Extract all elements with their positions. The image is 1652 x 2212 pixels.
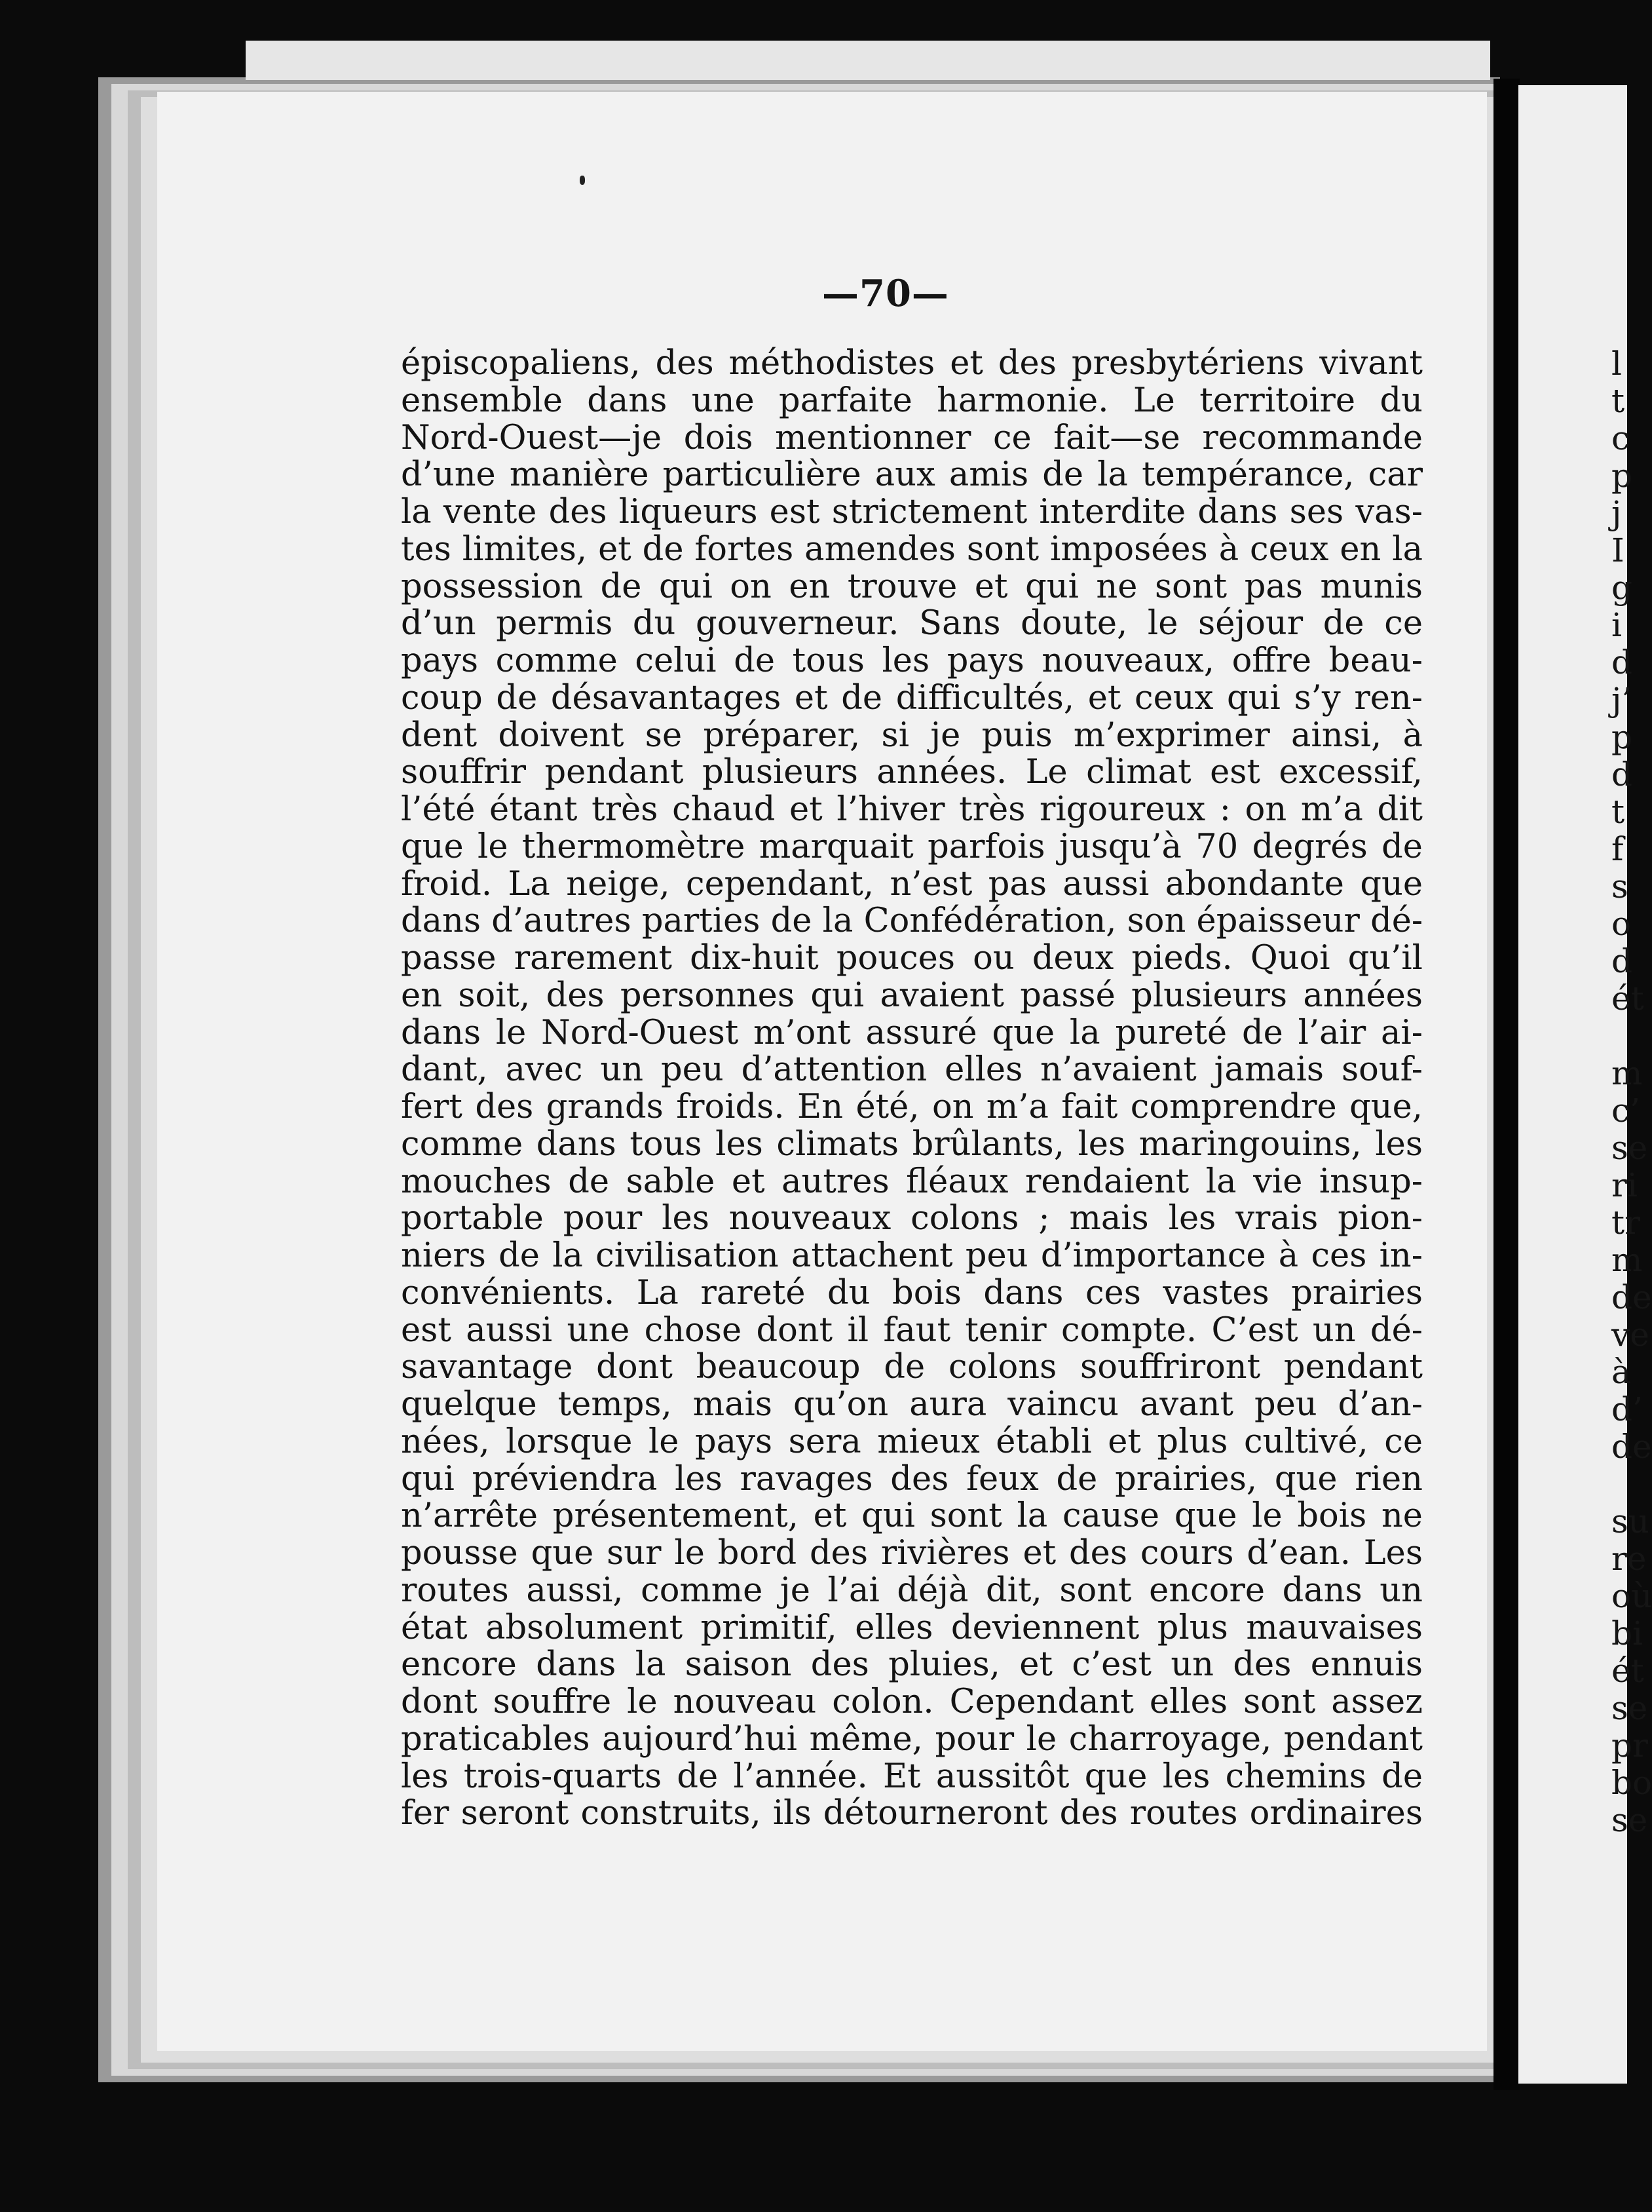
facing-page-line-fragment: j’ <box>1611 681 1632 719</box>
text-line: que le thermomètre marquait parfois jusqu’à 70 degrés de <box>401 827 1423 866</box>
facing-page-line-fragment: d <box>1611 755 1633 793</box>
facing-page-line-fragment: c’ <box>1611 1092 1640 1130</box>
text-line: froid. La neige, cependant, n’est pas aussi abondante que <box>401 864 1423 904</box>
facing-page-line-fragment: i <box>1611 606 1622 644</box>
facing-page-line-fragment: ét <box>1611 980 1644 1018</box>
facing-page-line-fragment: pr <box>1611 1726 1648 1764</box>
facing-page-line-fragment: s <box>1611 868 1628 906</box>
text-line: n’arrête présentement, et qui sont la cause que le bois ne <box>401 1497 1423 1536</box>
facing-page-text <box>1611 345 1652 1839</box>
text-line: nées, lorsque le pays sera mieux établi et plus cultivé, ce <box>401 1422 1423 1461</box>
facing-page-line-fragment: à <box>1611 1353 1631 1391</box>
text-line: dans d’autres parties de la Confédération, son épaisseur dé- <box>401 902 1423 941</box>
facing-page-line-fragment: de <box>1611 1428 1652 1466</box>
body-text <box>401 345 1423 1833</box>
facing-page-line-fragment: de <box>1611 1278 1652 1316</box>
facing-page-line-fragment: m <box>1611 1054 1643 1092</box>
facing-page-line-fragment: m <box>1611 1241 1643 1279</box>
ink-speck <box>580 176 585 185</box>
text-line: épiscopaliens, des méthodistes et des presbytériens vivant <box>401 344 1423 383</box>
text-line: convénients. La rareté du bois dans ces vastes prairies <box>401 1273 1423 1312</box>
text-line: possession de qui on en trouve et qui ne sont pas munis <box>401 567 1423 606</box>
facing-page-line-fragment: t <box>1611 382 1625 420</box>
text-line: souffrir pendant plusieurs années. Le climat est excessif, <box>401 753 1423 792</box>
text-line: mouches de sable et autres fléaux rendaient la vie insup- <box>401 1162 1423 1201</box>
facing-page-line-fragment: I <box>1611 531 1624 569</box>
facing-page-line-fragment: tr <box>1611 1204 1640 1242</box>
book-gutter <box>1493 79 1520 2090</box>
page-top-edge <box>246 41 1490 80</box>
facing-page-line-fragment: p <box>1611 718 1633 756</box>
text-line: dont souffre le nouveau colon. Cependant elles sont assez <box>401 1683 1423 1721</box>
text-line: quelque temps, mais qu’on aura vaincu avant peu d’an- <box>401 1385 1423 1424</box>
text-line: passe rarement dix-huit pouces ou deux pieds. Quoi qu’il <box>401 939 1423 978</box>
text-line: l’été étant très chaud et l’hiver très rigoureux : on m’a dit <box>401 790 1423 829</box>
text-line: qui préviendra les ravages des feux de prairies, que rien <box>401 1459 1423 1498</box>
facing-page-line-fragment: ve <box>1611 1316 1649 1354</box>
text-line: pays comme celui de tous les pays nouveaux, offre beau- <box>401 641 1423 680</box>
facing-page-line-fragment: re <box>1611 1540 1647 1578</box>
text-line: comme dans tous les climats brûlants, les maringouins, les <box>401 1124 1423 1164</box>
text-line: dans le Nord-Ouest m’ont assuré que la pureté de l’air ai- <box>401 1013 1423 1052</box>
text-line: coup de désavantages et de difficultés, et ceux qui s’y ren- <box>401 678 1423 717</box>
facing-page-line-fragment: l <box>1611 345 1622 383</box>
text-line: praticables aujourd’hui même, pour le charroyage, pendant <box>401 1719 1423 1759</box>
facing-page-line-fragment: c <box>1611 419 1630 457</box>
text-line: routes aussi, comme je l’ai déjà dit, sont encore dans un <box>401 1571 1423 1610</box>
text-line: les trois-quarts de l’année. Et aussitôt que les chemins de <box>401 1757 1423 1796</box>
facing-page-line-fragment: se <box>1611 1689 1648 1727</box>
facing-page-line-fragment: ét <box>1611 1652 1644 1690</box>
text-line: portable pour les nouveaux colons ; mais les vrais pion- <box>401 1199 1423 1238</box>
text-line: la vente des liqueurs est strictement interdite dans ses vas- <box>401 493 1423 531</box>
facing-page-line-fragment: d’ <box>1611 1390 1643 1428</box>
text-line: ensemble dans une parfaite harmonie. Le territoire du <box>401 381 1423 420</box>
text-line: pousse que sur le bord des rivières et des cours d’ean. Les <box>401 1534 1423 1573</box>
facing-page-line-fragment: se <box>1611 1801 1648 1839</box>
facing-page-line-fragment: p <box>1611 457 1633 495</box>
text-line: est aussi une chose dont il faut tenir compte. C’est un dé- <box>401 1310 1423 1350</box>
text-line: tes limites, et de fortes amendes sont imposées à ceux en la <box>401 529 1423 569</box>
facing-page-line-fragment: d <box>1611 643 1633 681</box>
text-line: encore dans la saison des pluies, et c’est un des ennuis <box>401 1645 1423 1685</box>
facing-page-line-fragment: su <box>1611 1502 1649 1540</box>
text-line: niers de la civilisation attachent peu d’importance à ces in- <box>401 1236 1423 1275</box>
text-line: d’une manière particulière aux amis de la tempérance, car <box>401 455 1423 495</box>
facing-page-line-fragment: où <box>1611 1577 1652 1615</box>
text-line: état absolument primitif, elles deviennent plus mauvaises <box>401 1608 1423 1647</box>
text-line: d’un permis du gouverneur. Sans doute, le séjour de ce <box>401 604 1423 643</box>
text-line: fer seront construits, ils détourneront des routes ordinaires <box>401 1794 1423 1833</box>
facing-page-line-fragment <box>1611 1018 1631 1055</box>
facing-page-line-fragment: bo <box>1611 1764 1652 1802</box>
facing-page-line-fragment: ri <box>1611 1166 1638 1204</box>
facing-page-line-fragment: j <box>1611 494 1622 532</box>
facing-page-line-fragment: bi <box>1611 1614 1643 1652</box>
facing-page-line-fragment: t <box>1611 793 1625 831</box>
page-number: —70— <box>822 272 949 315</box>
text-line: Nord-Ouest—je dois mentionner ce fait—se recommande <box>401 418 1423 457</box>
text-line: dant, avec un peu d’attention elles n’avaient jamais souf- <box>401 1050 1423 1090</box>
facing-page-line-fragment: g <box>1611 569 1633 607</box>
text-line: en soit, des personnes qui avaient passé plusieurs années <box>401 976 1423 1015</box>
text-line: fert des grands froids. En été, on m’a fait comprendre que, <box>401 1088 1423 1126</box>
facing-page-line-fragment: se <box>1611 1129 1648 1167</box>
text-line: dent doivent se préparer, si je puis m’exprimer ainsi, à <box>401 715 1423 755</box>
facing-page-line-fragment: f <box>1611 830 1624 868</box>
facing-page-line-fragment: d <box>1611 942 1633 980</box>
facing-page-line-fragment: o <box>1611 905 1632 943</box>
text-line: savantage dont beaucoup de colons souffriront pendant <box>401 1348 1423 1387</box>
facing-page-line-fragment <box>1611 1466 1631 1503</box>
